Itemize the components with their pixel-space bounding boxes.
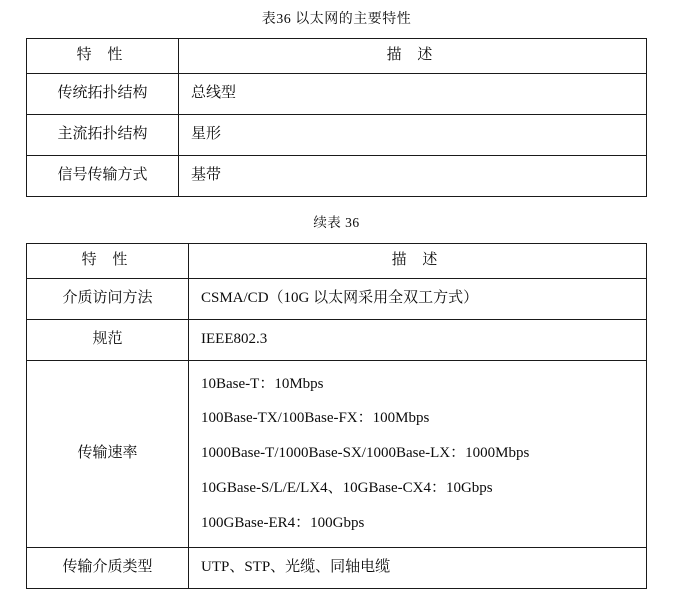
table2-cell-description: IEEE802.3 [189,319,647,360]
table-row [27,73,647,114]
table2-caption: 续表 36 [313,214,360,230]
table-row [27,155,647,196]
table1-cell-feature: 主流拓扑结构 [27,114,179,155]
rate-item: 100GBase-ER4：100Gbps [201,514,365,531]
table-row [27,278,647,319]
ethernet-features-table [26,38,647,197]
table2-cell-feature: 传输介质类型 [27,548,189,589]
rate-item: 100Base-TX/100Base-FX：100Mbps [201,410,430,427]
table2-cell-feature: 介质访问方法 [27,278,189,319]
table-row [27,319,647,360]
table-header-row [27,243,647,278]
table2-cell-description: CSMA/CD（10G 以太网采用全双工方式） [189,278,647,319]
document-page [0,8,673,590]
table1-cell-description: 基带 [179,155,647,196]
rate-item: 10GBase-S/L/E/LX4、10GBase-CX4：10Gbps [201,479,493,496]
table2-header-description: 描 述 [189,243,647,278]
table-row [27,114,647,155]
table-row [27,360,647,548]
table1-header-feature: 特 性 [27,39,179,74]
table2-cell-description [189,360,647,548]
table1-cell-feature: 传统拓扑结构 [27,73,179,114]
table2-cell-feature: 传输速率 [27,360,189,548]
table-header-row [27,39,647,74]
table1-caption: 表36 以太网的主要特性 [261,12,412,27]
table1-cell-description: 星形 [179,114,647,155]
ethernet-features-table-continued [26,243,647,590]
table1-cell-description: 总线型 [179,73,647,114]
table1-cell-feature: 信号传输方式 [27,155,179,196]
rate-item: 10Base-T：10Mbps [201,375,324,392]
table-row [27,548,647,589]
table2-cell-description: UTP、STP、光缆、同轴电缆 [189,548,647,589]
transmission-rate-list [201,366,638,543]
table2-header-feature: 特 性 [27,243,189,278]
table2-cell-feature: 规范 [27,319,189,360]
table1-header-description: 描 述 [179,39,647,74]
rate-item: 1000Base-T/1000Base-SX/1000Base-LX：1000Mbps [201,445,530,461]
